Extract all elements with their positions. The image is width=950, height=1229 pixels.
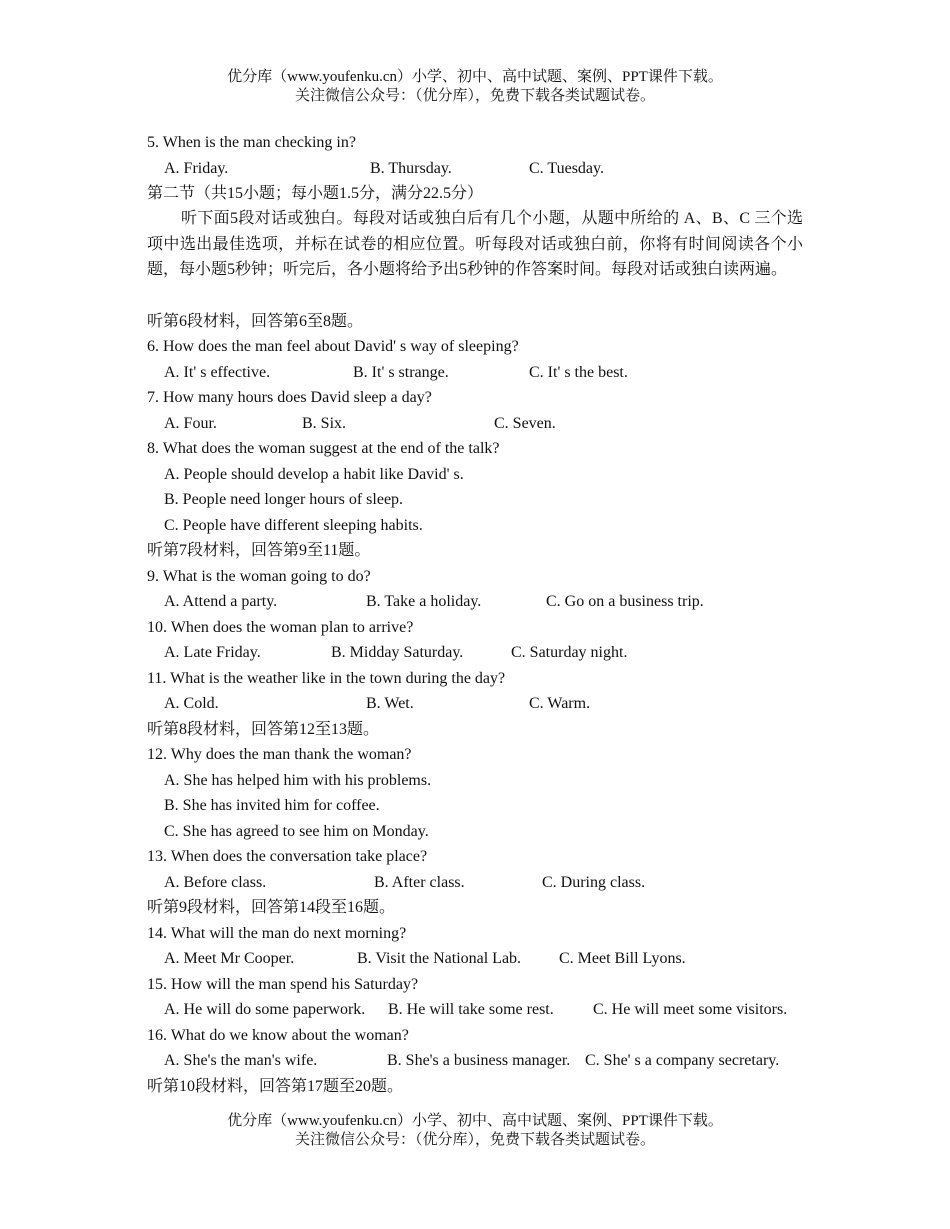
q13-option-a: A. Before class. bbox=[164, 874, 267, 891]
header-line-2: 关注微信公众号：（优分库），免费下载各类试题试卷。 bbox=[294, 88, 655, 104]
q14-option-b: B. Visit the National Lab. bbox=[357, 950, 522, 967]
page-header bbox=[0, 68, 950, 106]
section-2-title: 第二节（共15小题；每小题1.5分，满分22.5分） bbox=[147, 185, 484, 202]
q7-option-c: C. Seven. bbox=[494, 415, 556, 432]
q8-option-a: A. People should develop a habit like David' s. bbox=[164, 466, 464, 483]
q9-option-c: C. Go on a business trip. bbox=[546, 593, 704, 610]
header-line-1: 优分库（www.youfenku.cn）小学、初中、高中试题、案例、PPT课件下载。 bbox=[227, 69, 723, 85]
footer-line-2: 关注微信公众号：（优分库），免费下载各类试题试卷。 bbox=[294, 1132, 655, 1148]
q6-option-a: A. It' s effective. bbox=[164, 364, 271, 381]
material-8-heading: 听第8段材料，回答第12至13题。 bbox=[147, 721, 380, 738]
question-9-stem: 9. What is the woman going to do? bbox=[147, 568, 371, 585]
q8-option-b: B. People need longer hours of sleep. bbox=[164, 491, 404, 508]
q10-option-a: A. Late Friday. bbox=[164, 644, 261, 661]
material-10-heading: 听第10段材料，回答第17题至20题。 bbox=[147, 1078, 404, 1095]
q14-option-c: C. Meet Bill Lyons. bbox=[559, 950, 686, 967]
q14-option-a: A. Meet Mr Cooper. bbox=[164, 950, 295, 967]
q9-option-b: B. Take a holiday. bbox=[366, 593, 482, 610]
q15-option-a: A. He will do some paperwork. bbox=[164, 1001, 366, 1018]
q16-option-c: C. She' s a company secretary. bbox=[585, 1052, 780, 1069]
q16-option-a: A. She's the man's wife. bbox=[164, 1052, 318, 1069]
q9-option-a: A. Attend a party. bbox=[164, 593, 278, 610]
q12-option-c: C. She has agreed to see him on Monday. bbox=[164, 823, 429, 840]
q15-option-b: B. He will take some rest. bbox=[388, 1001, 554, 1018]
question-6-stem: 6. How does the man feel about David' s way of sleeping? bbox=[147, 338, 519, 355]
page-footer bbox=[0, 1112, 950, 1150]
q6-option-b: B. It' s strange. bbox=[353, 364, 449, 381]
q7-option-b: B. Six. bbox=[302, 415, 347, 432]
q13-option-c: C. During class. bbox=[542, 874, 646, 891]
question-8-stem: 8. What does the woman suggest at the end of the talk? bbox=[147, 440, 500, 457]
q5-option-b: B. Thursday. bbox=[370, 160, 452, 177]
question-11-stem: 11. What is the weather like in the town during the day? bbox=[147, 670, 506, 687]
question-5-stem: 5. When is the man checking in? bbox=[147, 134, 356, 151]
q16-option-b: B. She's a business manager. bbox=[387, 1052, 571, 1069]
question-12-stem: 12. Why does the man thank the woman? bbox=[147, 746, 412, 763]
question-16-stem: 16. What do we know about the woman? bbox=[147, 1027, 409, 1044]
section-2-instructions: 听下面5段对话或独白。每段对话或独白后有几个小题，从题中所给的 A、B、C 三个选项中选出最佳选项，并标在试卷的相应位置。听每段对话或独白前，你将有时间阅读各个小题，每小题5秒钟；听完后，各小题将给予出5秒钟的作答案时间。每段对话或独白读两遍。 bbox=[147, 210, 803, 278]
question-13-stem: 13. When does the conversation take place? bbox=[147, 848, 428, 865]
q11-option-a: A. Cold. bbox=[164, 695, 219, 712]
q12-option-a: A. She has helped him with his problems. bbox=[164, 772, 432, 789]
q6-option-c: C. It' s the best. bbox=[529, 364, 628, 381]
q8-option-c: C. People have different sleeping habits. bbox=[164, 517, 423, 534]
q12-option-b: B. She has invited him for coffee. bbox=[164, 797, 380, 814]
question-7-stem: 7. How many hours does David sleep a day? bbox=[147, 389, 432, 406]
q10-option-c: C. Saturday night. bbox=[511, 644, 628, 661]
footer-line-1: 优分库（www.youfenku.cn）小学、初中、高中试题、案例、PPT课件下载。 bbox=[227, 1113, 723, 1129]
q11-option-b: B. Wet. bbox=[366, 695, 414, 712]
q7-option-a: A. Four. bbox=[164, 415, 217, 432]
material-7-heading: 听第7段材料，回答第9至11题。 bbox=[147, 542, 371, 559]
question-15-stem: 15. How will the man spend his Saturday? bbox=[147, 976, 419, 993]
q5-option-c: C. Tuesday. bbox=[529, 160, 604, 177]
material-9-heading: 听第9段材料，回答第14段至16题。 bbox=[147, 899, 396, 916]
material-6-heading: 听第6段材料，回答第6至8题。 bbox=[147, 313, 364, 330]
question-10-stem: 10. When does the woman plan to arrive? bbox=[147, 619, 414, 636]
question-14-stem: 14. What will the man do next morning? bbox=[147, 925, 407, 942]
q5-option-a: A. Friday. bbox=[164, 160, 229, 177]
q13-option-b: B. After class. bbox=[374, 874, 465, 891]
q10-option-b: B. Midday Saturday. bbox=[331, 644, 464, 661]
q11-option-c: C. Warm. bbox=[529, 695, 591, 712]
q15-option-c: C. He will meet some visitors. bbox=[593, 1001, 788, 1018]
